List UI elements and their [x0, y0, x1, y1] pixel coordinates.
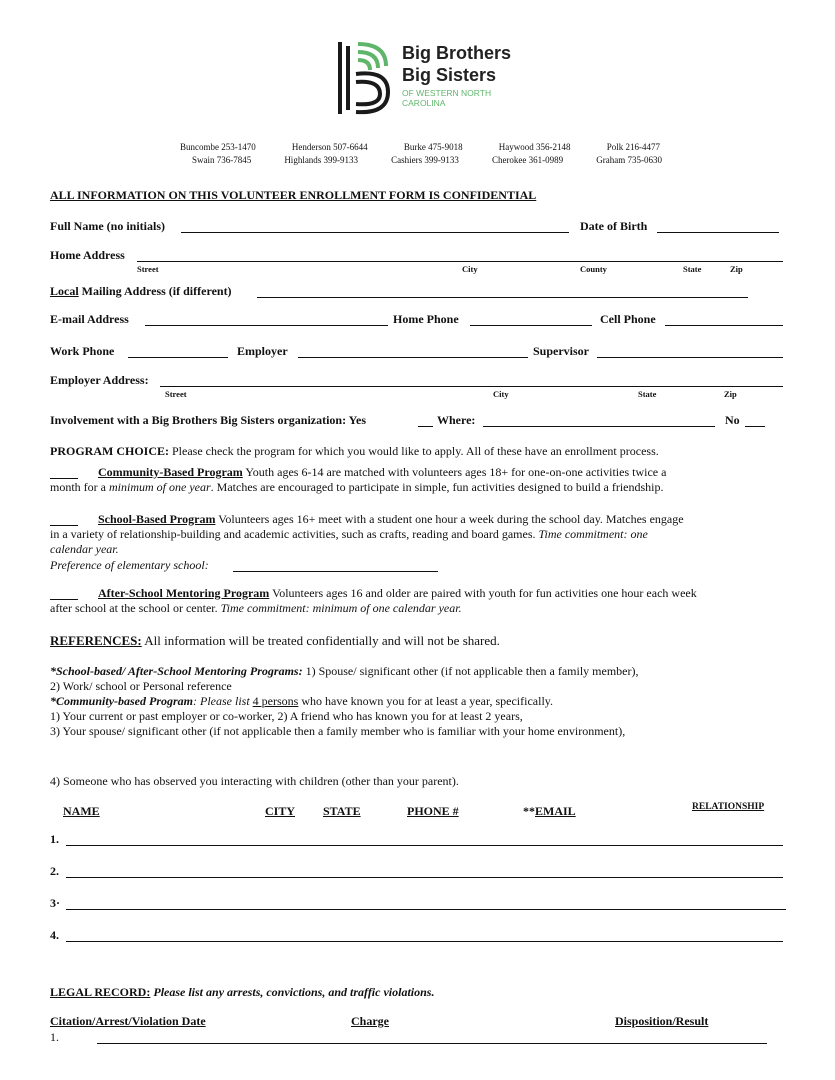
school-desc-commit: Time commitment: one — [538, 527, 648, 541]
ref-row-3-field[interactable] — [66, 909, 786, 910]
phone-graham: Graham 735-0630 — [596, 155, 662, 165]
school-program-desc — [50, 512, 795, 557]
bbbs-logo-icon — [336, 40, 396, 120]
cb-refs-line1a: : Please list — [193, 694, 253, 708]
home-address-label: Home Address — [50, 248, 125, 262]
ref-row-1-field[interactable] — [66, 845, 783, 846]
involvement-label: Involvement with a Big Brothers Big Sisters organization: Yes — [50, 413, 366, 427]
sb-refs-title: *School-based/ After-School Mentoring Programs: — [50, 664, 303, 678]
cb-refs-title: *Community-based Program — [50, 694, 194, 708]
local-mailing-text: Mailing Address (if different) — [78, 284, 232, 298]
ref-col-name: NAME — [63, 804, 100, 818]
org-sub-line1: OF WESTERN NORTH — [402, 88, 492, 98]
cb-refs-line1c: who have known you for at least a year, specifically. — [298, 694, 553, 708]
community-desc-line2c: . Matches are encouraged to participate in simple, fun activities designed to build a friendship. — [210, 480, 664, 494]
ref-col-state: STATE — [323, 804, 361, 818]
legal-row-1-field[interactable] — [97, 1043, 767, 1044]
where-label: Where: — [437, 413, 476, 427]
work-phone-label: Work Phone — [50, 344, 115, 358]
org-name-line2: Big Sisters — [402, 65, 497, 85]
org-sub-line2: CAROLINA — [402, 98, 446, 108]
employer-field[interactable] — [298, 357, 528, 358]
after-school-program-title: After-School Mentoring Program — [98, 586, 270, 600]
references-instructions — [50, 664, 810, 739]
school-desc-line1: Volunteers ages 16+ meet with a student one hour a week during the school day. Matches engage — [215, 512, 684, 526]
legal-col-date: Citation/Arrest/Violation Date — [50, 1014, 206, 1028]
phone-henderson: Henderson 507-6644 — [291, 142, 368, 152]
home-address-field[interactable] — [137, 261, 783, 262]
school-desc-line3: calendar year. — [50, 542, 119, 556]
phone-buncombe: Buncombe 253-1470 — [180, 142, 256, 152]
legal-record-intro — [50, 985, 434, 1000]
home-addr-state-label: State — [683, 264, 702, 274]
local-mailing-emphasis: Local — [50, 284, 79, 298]
work-phone-field[interactable] — [128, 357, 228, 358]
references-heading: REFERENCES: — [50, 633, 142, 648]
local-mailing-label — [50, 284, 232, 299]
involvement-no-field[interactable] — [745, 426, 765, 427]
program-choice-text: Please check the program for which you would like to apply. All of these have an enrollment process. — [169, 444, 659, 458]
ref-col-email-text: EMAIL — [535, 804, 576, 818]
ref-row-4-field[interactable] — [66, 941, 783, 942]
local-mailing-field[interactable] — [257, 297, 748, 298]
program-choice-heading: PROGRAM CHOICE: — [50, 444, 169, 458]
org-logo — [336, 40, 396, 120]
email-label: E-mail Address — [50, 312, 129, 326]
school-pref-field[interactable] — [233, 571, 438, 572]
dob-field[interactable] — [657, 232, 779, 233]
employer-address-label: Employer Address: — [50, 373, 149, 387]
ref-col-email — [523, 804, 576, 819]
sb-refs-line1: 1) Spouse/ significant other (if not applicable then a family member), — [302, 664, 639, 678]
ref-col-email-prefix: ** — [523, 804, 535, 818]
emp-addr-state-label: State — [638, 389, 657, 399]
confidential-heading: ALL INFORMATION ON THIS VOLUNTEER ENROLLMENT FORM IS CONFIDENTIAL — [50, 188, 537, 202]
employer-label: Employer — [237, 344, 288, 358]
ref-row-2-field[interactable] — [66, 877, 783, 878]
emp-addr-city-label: City — [493, 389, 509, 399]
cell-phone-label: Cell Phone — [600, 312, 656, 326]
ref-col-city: CITY — [265, 804, 296, 818]
supervisor-field[interactable] — [597, 357, 783, 358]
community-desc-line1: Youth ages 6-14 are matched with volunteers ages 18+ for one-on-one activities twice a — [242, 465, 667, 479]
school-pref-label: Preference of elementary school: — [50, 558, 209, 572]
org-name-line1: Big Brothers — [402, 43, 512, 63]
ref-row-2-label: 2. — [50, 864, 59, 878]
phone-cashiers: Cashiers 399-9133 — [391, 155, 459, 165]
after-desc-commit: Time commitment: minimum of one calendar year. — [220, 601, 462, 615]
cb-refs-line4: 4) Someone who has observed you interacting with children (other than your parent). — [50, 774, 459, 788]
ref-col-phone: PHONE # — [407, 804, 459, 818]
phone-cherokee: Cherokee 361-0989 — [491, 155, 564, 165]
sb-refs-line2: 2) Work/ school or Personal reference — [50, 679, 232, 693]
phone-highlands: Highlands 399-9133 — [284, 155, 359, 165]
phone-burke: Burke 475-9018 — [403, 142, 463, 152]
home-addr-zip-label: Zip — [730, 264, 743, 274]
home-phone-label: Home Phone — [393, 312, 459, 326]
legal-col-disposition: Disposition/Result — [615, 1014, 709, 1028]
legal-col-charge: Charge — [351, 1014, 389, 1028]
where-field[interactable] — [483, 426, 715, 427]
home-addr-city-label: City — [462, 264, 478, 274]
home-addr-county-label: County — [580, 264, 607, 274]
legal-record-instruction: Please list any arrests, convictions, and traffic violations. — [150, 985, 435, 999]
no-label: No — [725, 413, 740, 427]
home-addr-street-label: Street — [137, 264, 159, 274]
phone-polk: Polk 216-4477 — [606, 142, 660, 152]
full-name-label: Full Name (no initials) — [50, 219, 166, 233]
cb-refs-count: 4 persons — [252, 694, 299, 708]
phone-haywood: Haywood 356-2148 — [498, 142, 571, 152]
ref-row-4-label: 4. — [50, 928, 59, 942]
after-desc-line2a: after school at the school or center. — [50, 601, 221, 615]
employer-address-field[interactable] — [160, 386, 783, 387]
dob-label: Date of Birth — [580, 219, 648, 233]
email-field[interactable] — [145, 325, 388, 326]
ref-row-1-label: 1. — [50, 832, 59, 846]
community-desc-min: minimum of one year — [109, 480, 211, 494]
ref-row-3-label: 3· — [50, 896, 61, 910]
school-desc-line2a: in a variety of relationship-building and academic activities, such as crafts, reading and board games. — [50, 527, 539, 541]
emp-addr-street-label: Street — [165, 389, 187, 399]
community-program-desc — [50, 465, 790, 495]
legal-row-1-label: 1. — [50, 1030, 59, 1044]
after-school-program-desc — [50, 586, 795, 616]
ref-col-relationship: RELATIONSHIP — [692, 802, 765, 812]
school-program-title: School-Based Program — [98, 512, 216, 526]
legal-record-heading: LEGAL RECORD: — [50, 985, 151, 999]
after-desc-line1: Volunteers ages 16 and older are paired with youth for fun activities one hour each week — [269, 586, 697, 600]
references-intro — [50, 633, 500, 649]
community-program-title: Community-Based Program — [98, 465, 243, 479]
involvement-yes-field[interactable] — [418, 426, 433, 427]
references-intro-text: All information will be treated confidentially and will not be shared. — [141, 633, 500, 648]
phones-row-1 — [180, 142, 660, 152]
emp-addr-zip-label: Zip — [724, 389, 737, 399]
phones-row-2 — [192, 155, 662, 165]
cb-refs-line3: 3) Your spouse/ significant other (if not applicable then a family member who is familiar with your home environment), — [50, 724, 626, 738]
program-choice-intro — [50, 444, 790, 459]
phone-swain: Swain 736-7845 — [192, 155, 252, 165]
cb-refs-line2: 1) Your current or past employer or co-worker, 2) A friend who has known you for at least 2 years, — [50, 709, 523, 723]
home-phone-field[interactable] — [470, 325, 592, 326]
community-desc-line2a: month for a — [50, 480, 109, 494]
cell-phone-field[interactable] — [665, 325, 783, 326]
supervisor-label: Supervisor — [533, 344, 590, 358]
full-name-field[interactable] — [181, 232, 569, 233]
